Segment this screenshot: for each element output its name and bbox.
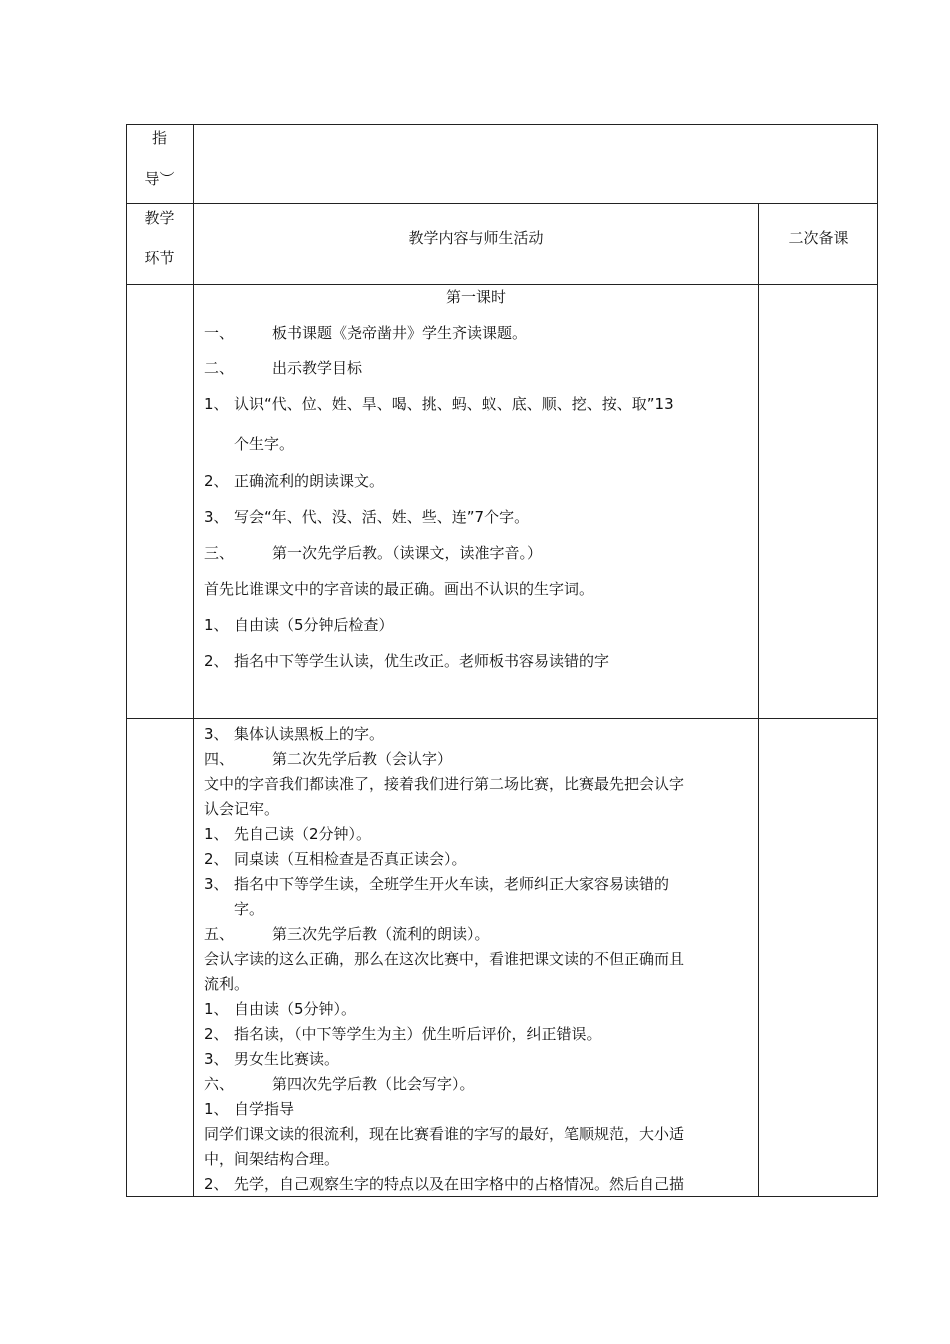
paragraph: 文中的字音我们都读准了，接着我们进行第二场比赛，比赛最先把会认字 xyxy=(204,775,685,793)
lesson-period-title: 第一课时 xyxy=(445,288,506,306)
list-item: 2、 正确流利的朗读课文。 xyxy=(204,472,385,490)
list-item: 一、 板书课题《尧帝凿井》学生齐读课题。 xyxy=(204,324,528,342)
paragraph: 认会记牢。 xyxy=(204,800,280,818)
row-divider-2 xyxy=(126,284,878,285)
list-item: 1、 先自己读（2分钟）。 xyxy=(204,825,372,843)
paragraph: 同学们课文读的很流利，现在比赛看谁的字写的最好，笔顺规范，大小适 xyxy=(204,1125,685,1143)
header-content-title: 教学内容与师生活动 xyxy=(408,229,544,247)
row-divider-1 xyxy=(126,203,878,204)
list-item: 3、 指名中下等学生读，全班学生开火车读，老师纠正大家容易读错的 xyxy=(204,875,670,893)
paragraph: 中，间架结构合理。 xyxy=(204,1150,340,1168)
list-item: 三、 第一次先学后教。（读课文，读准字音。） xyxy=(204,544,543,562)
list-item: 3、 写会“年、代、没、活、姓、些、连”7个字。 xyxy=(204,508,530,526)
list-item: 2、 同桌读（互相检查是否真正读会）。 xyxy=(204,850,467,868)
list-item: 五、 第三次先学后教（流利的朗读）。 xyxy=(204,925,490,943)
list-item: 二、 出示教学目标 xyxy=(204,359,363,377)
paragraph: 首先比谁课文中的字音读的最正确。画出不认识的生字词。 xyxy=(204,580,595,598)
list-item: 2、 指名中下等学生认读，优生改正。老师板书容易读错的字 xyxy=(204,652,610,670)
list-item-continuation: 字。 xyxy=(234,900,265,918)
list-item: 六、 第四次先学后教（比会写字）。 xyxy=(204,1075,475,1093)
list-item: 1、 自由读（5分钟后检查） xyxy=(204,616,394,634)
row1-label-line1: 指 xyxy=(151,129,167,147)
list-item: 3、 集体认读黑板上的字。 xyxy=(204,725,385,743)
col-divider-2 xyxy=(758,203,759,1197)
header-label-line2: 环节 xyxy=(144,249,175,267)
list-item: 四、 第二次先学后教（会认字） xyxy=(204,750,453,768)
paragraph: 会认字读的这么正确，那么在这次比赛中，看谁把课文读的不但正确而且 xyxy=(204,950,685,968)
list-item: 2、 指名读，（中下等学生为主）优生听后评价，纠正错误。 xyxy=(204,1025,602,1043)
row1-label-line2: 导︶ xyxy=(144,170,175,188)
list-item: 3、 男女生比赛读。 xyxy=(204,1050,340,1068)
row-divider-3 xyxy=(126,718,878,719)
paragraph: 流利。 xyxy=(204,975,250,993)
list-item: 1、 自学指导 xyxy=(204,1100,295,1118)
list-item: 2、 先学，自己观察生字的特点以及在田字格中的占格情况。然后自己描 xyxy=(204,1175,685,1193)
list-item: 1、 认识“代、位、姓、旱、喝、挑、蚂、蚁、底、顺、挖、按、取”13 xyxy=(204,395,674,413)
list-item: 1、 自由读（5分钟）。 xyxy=(204,1000,357,1018)
list-item-continuation: 个生字。 xyxy=(234,435,295,453)
header-label-line1: 教学 xyxy=(144,209,175,227)
header-notes-title: 二次备课 xyxy=(788,229,849,247)
